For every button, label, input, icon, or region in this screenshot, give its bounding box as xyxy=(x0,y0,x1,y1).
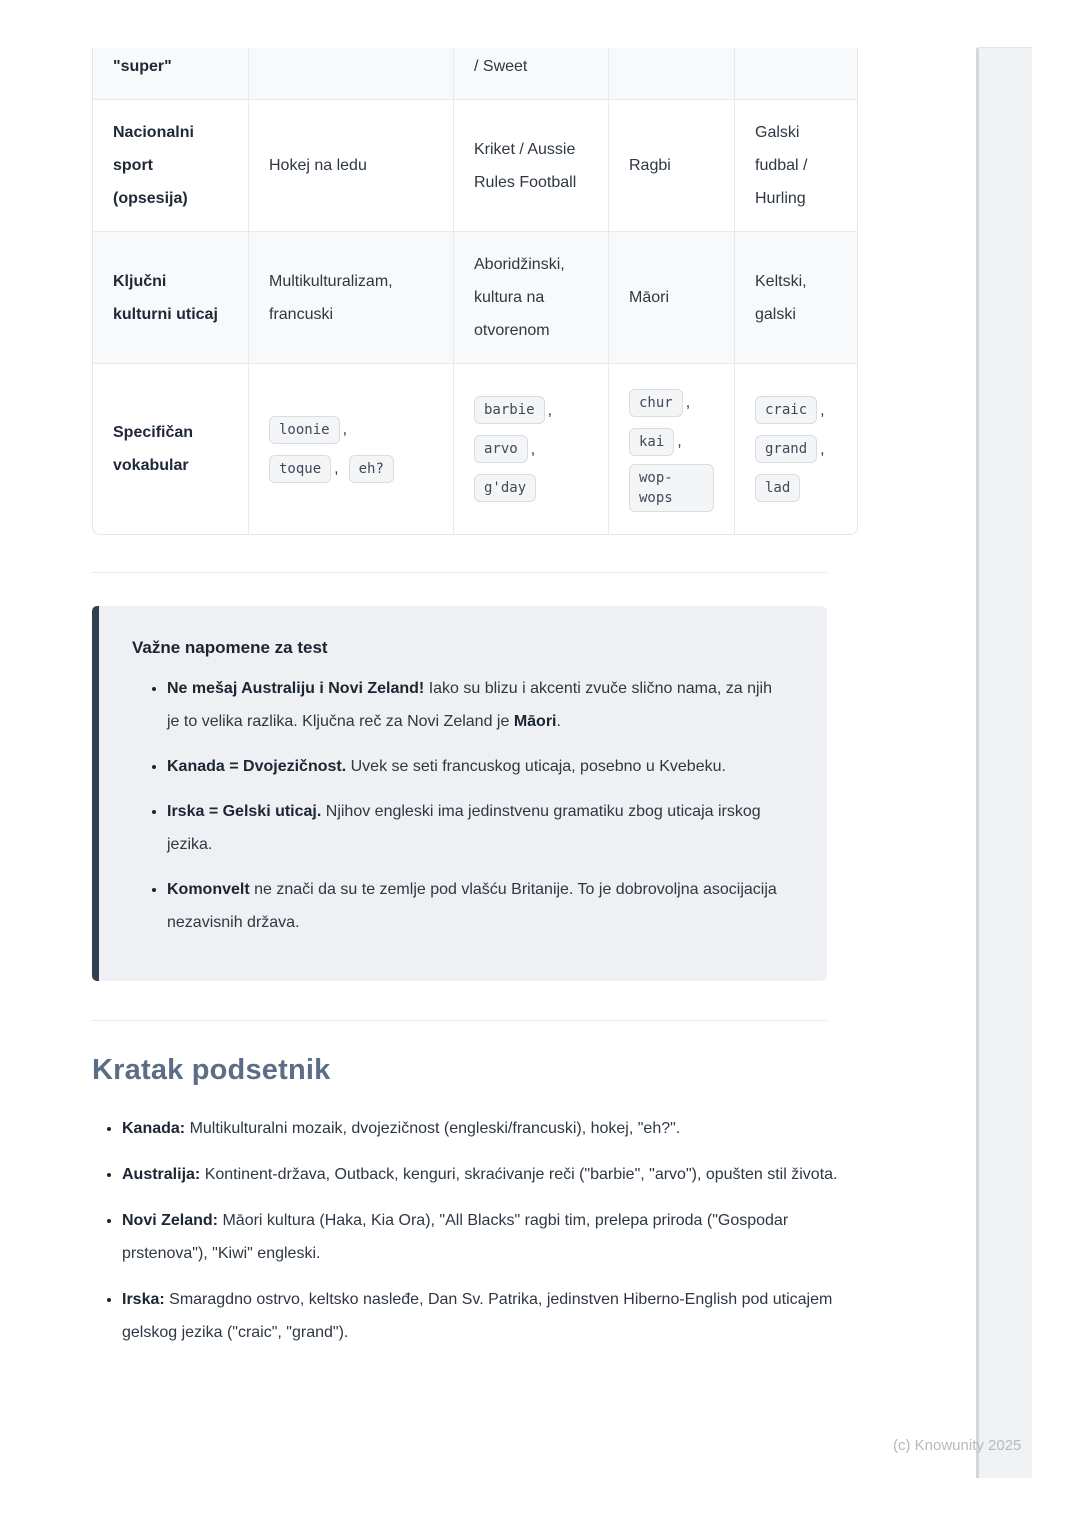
chip-comma: , xyxy=(685,394,691,411)
list-item: • Ne mešaj Australiju i Novi Zeland! Iako su blizu i akcenti zvuče slično nama, za njih je to velika razlika. Ključna reč za Novi Zeland je Māori. xyxy=(167,672,787,738)
chip-comma: , xyxy=(342,421,348,438)
table-row xyxy=(93,99,858,231)
list-item: • Novi Zeland: Māori kultura (Haka, Kia Ora), "All Blacks" ragbi tim, prelepa priroda ("Gospodar prstenova"), "Kiwi" engleski. xyxy=(122,1204,858,1270)
vocab-chip: toque xyxy=(269,455,331,483)
row-label: "super" xyxy=(113,58,172,75)
chip-comma: , xyxy=(547,401,553,419)
row-label: Nacionalni sport (opsesija) xyxy=(93,99,248,231)
table-cell: / Sweet xyxy=(453,48,608,99)
table-cell: Māori xyxy=(608,231,734,363)
row-label: Specifičan vokabular xyxy=(93,363,248,534)
document-page xyxy=(92,48,858,1362)
section-divider xyxy=(92,1020,827,1021)
list-item: • Komonvelt ne znači da su te zemlje pod vlašću Britanije. To je dobrovoljna asocijacija nezavisnih država. xyxy=(167,873,787,939)
callout-title: Važne napomene za test xyxy=(132,638,328,657)
table-cell xyxy=(608,363,734,534)
table-row xyxy=(93,48,858,99)
list-item: • Irska = Gelski uticaj. Njihov engleski ima jedinstvenu gramatiku zbog uticaja irskog jezika. xyxy=(167,795,787,861)
table-cell: Kriket / Aussie Rules Football xyxy=(453,99,608,231)
vocab-chip: kai xyxy=(629,428,674,456)
table-cell: Multikulturalizam, francuski xyxy=(248,231,453,363)
vocab-chip: craic xyxy=(755,396,817,424)
chip-comma: , xyxy=(530,440,536,458)
vocab-chip: barbie xyxy=(474,396,545,424)
table-cell: Keltski, galski xyxy=(734,231,858,363)
important-notes-callout xyxy=(92,606,827,981)
vocab-chip: loonie xyxy=(269,416,340,444)
row-label: Ključni kulturni uticaj xyxy=(93,231,248,363)
table-cell: Aboridžinski, kultura na otvorenom xyxy=(453,231,608,363)
table-cell xyxy=(453,363,608,534)
chip-comma: , xyxy=(677,433,682,450)
scrollbar[interactable] xyxy=(976,47,1032,1478)
vocab-chip: wop-wops xyxy=(629,464,714,512)
table-cell xyxy=(248,48,453,99)
section-heading: Kratak podsetnik xyxy=(92,1054,331,1086)
list-item: • Australija: Kontinent-država, Outback, kenguri, skraćivanje reči ("barbie", "arvo"), opušten stil života. xyxy=(122,1158,858,1191)
table-cell xyxy=(248,363,453,534)
comparison-table-body xyxy=(93,48,858,534)
list-item: • Kanada = Dvojezičnost. Uvek se seti francuskog uticaja, posebno u Kvebeku. xyxy=(167,750,787,783)
table-cell xyxy=(608,48,734,99)
vocab-chip: arvo xyxy=(474,435,528,463)
vocab-chip: eh? xyxy=(349,455,394,483)
chip-comma: , xyxy=(334,460,339,477)
list-item: • Irska: Smaragdno ostrvo, keltsko nasleđe, Dan Sv. Patrika, jedinstven Hiberno-English pod uticajem gelskog jezika ("craic", "grand"). xyxy=(122,1283,858,1349)
table-cell: Ragbi xyxy=(608,99,734,231)
table-cell xyxy=(734,363,858,534)
vocab-chip: chur xyxy=(629,389,683,417)
vocab-chip: grand xyxy=(755,435,817,463)
section-divider xyxy=(92,572,827,573)
list-item: • Kanada: Multikulturalni mozaik, dvojezičnost (engleski/francuski), hokej, "eh?". xyxy=(122,1112,858,1145)
vocab-chip: g'day xyxy=(474,474,536,502)
callout-list xyxy=(132,672,787,939)
table-row xyxy=(93,231,858,363)
summary-list xyxy=(92,1112,858,1349)
copyright-watermark: (c) Knowunity 2025 xyxy=(893,1437,1022,1454)
table-cell: Galski fudbal / Hurling xyxy=(734,99,858,231)
table-cell xyxy=(734,48,858,99)
vocab-chip: lad xyxy=(755,474,800,502)
table-cell: Hokej na ledu xyxy=(248,99,453,231)
table-row xyxy=(93,363,858,534)
chip-comma: , xyxy=(820,401,825,419)
chip-comma: , xyxy=(820,440,825,458)
comparison-table xyxy=(92,48,858,535)
